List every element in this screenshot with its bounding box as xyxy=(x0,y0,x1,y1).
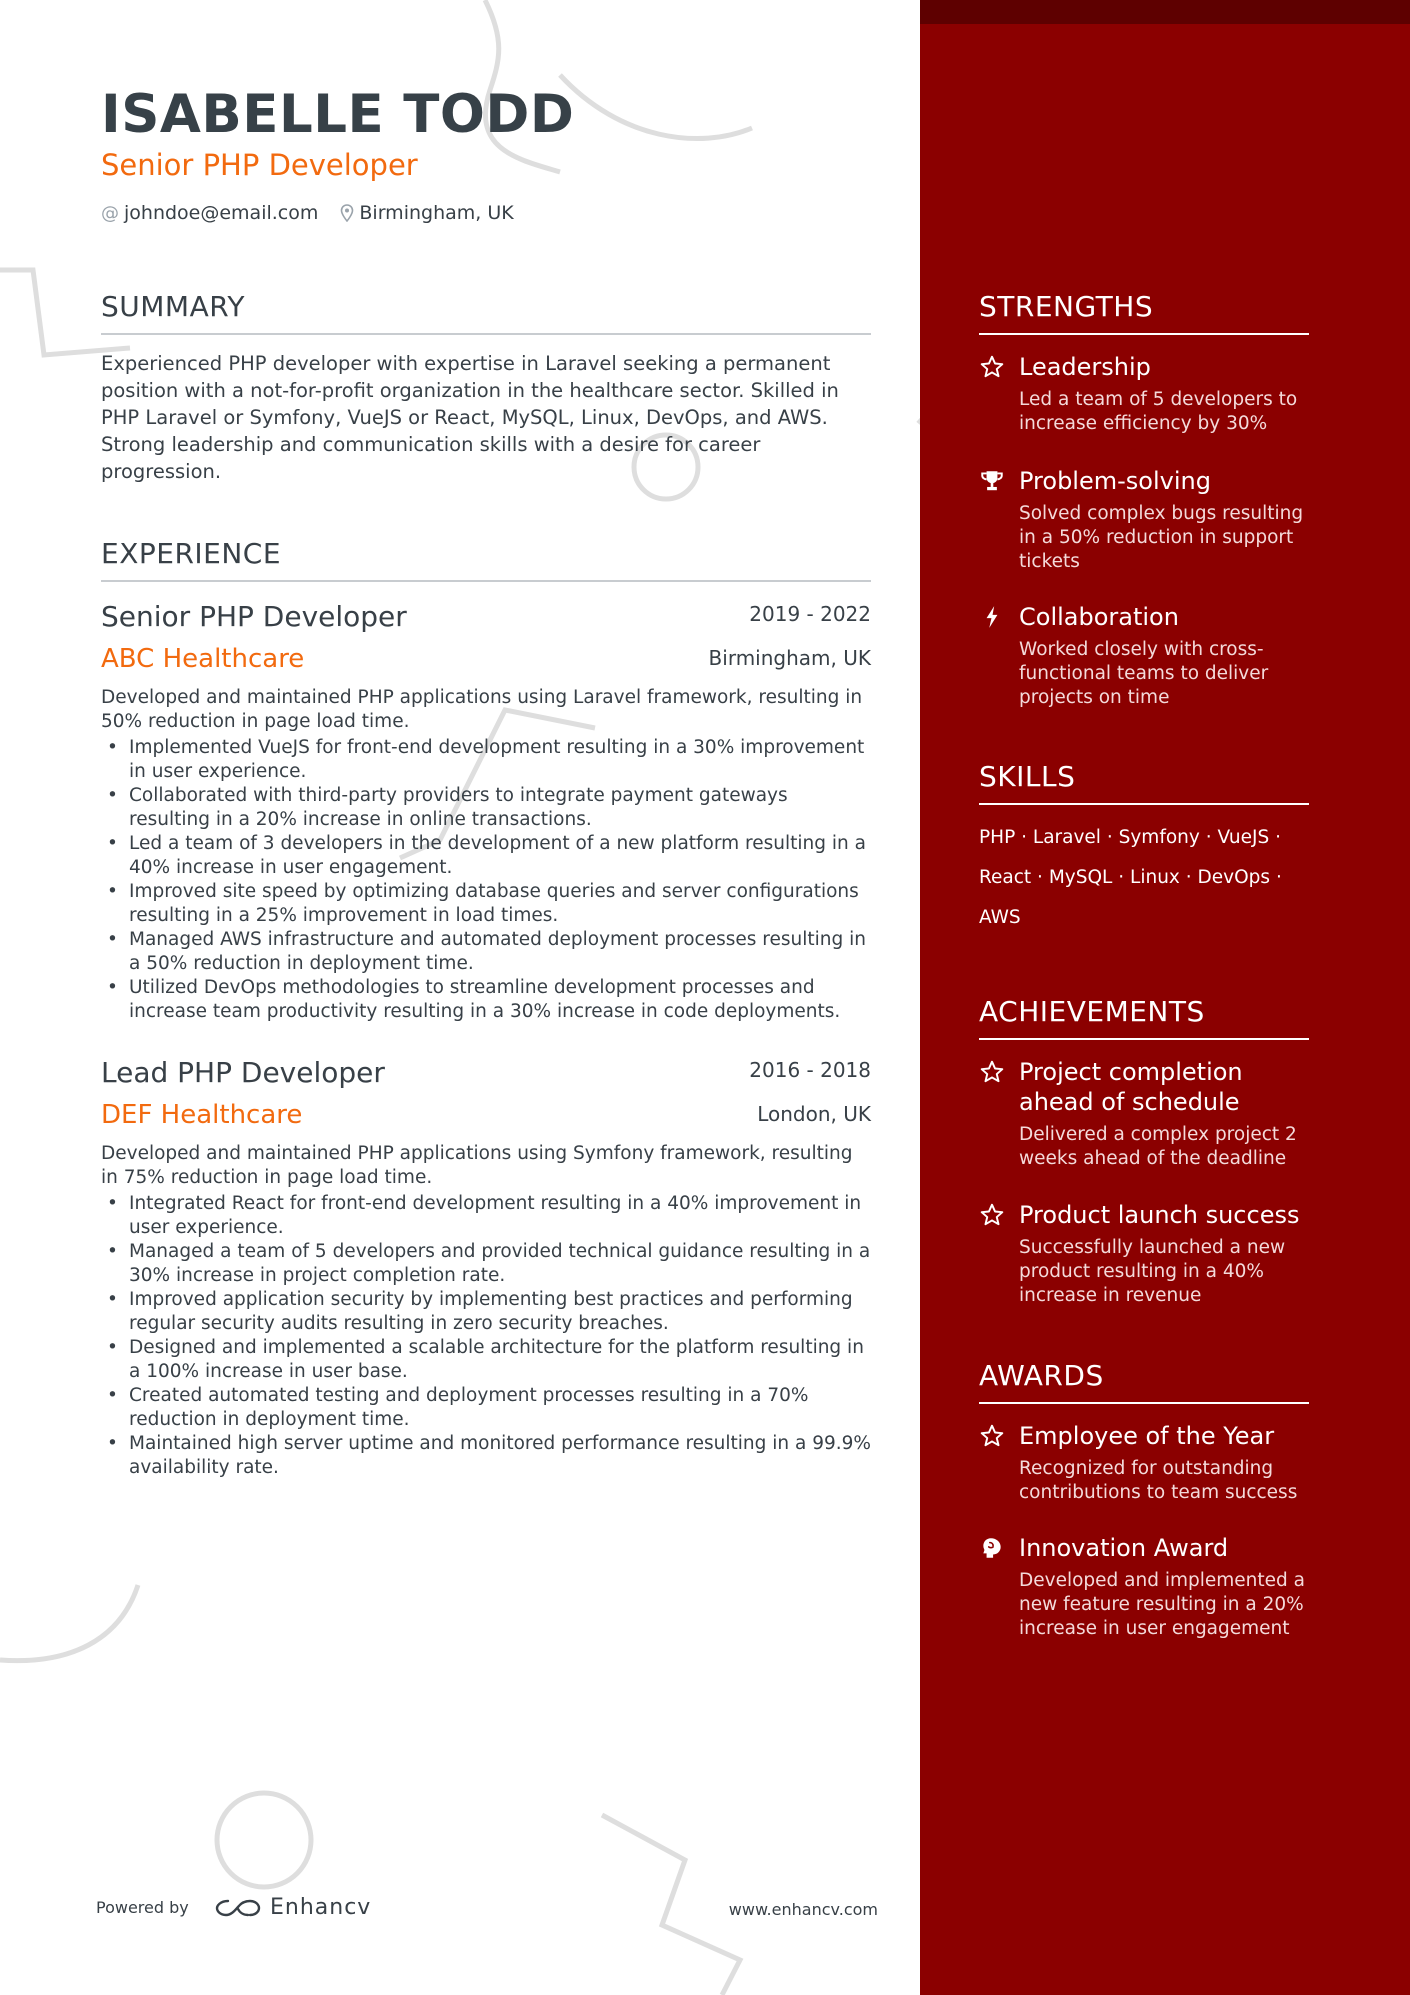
star-icon xyxy=(979,1202,1005,1228)
sidebar xyxy=(920,0,1410,1995)
job-company: ABC Healthcare xyxy=(101,644,305,674)
skill-tag: MySQL xyxy=(1048,867,1113,888)
job-achievements-list xyxy=(101,736,871,1024)
candidate-name: ISABELLE TODD xyxy=(101,84,575,145)
job-description: Developed and maintained PHP applications using Laravel framework, resulting in 50% reduction in page load time. xyxy=(101,687,863,732)
star-icon xyxy=(979,354,1005,380)
enhancv-wordmark: Enhancv xyxy=(270,1895,372,1920)
achievement-item xyxy=(979,1200,1319,1308)
achievement-title: Product launch success xyxy=(1019,1201,1300,1229)
list-item: • Integrated React for front-end development resulting in a 40% improvement in user experience. xyxy=(101,1192,871,1240)
summary-heading: SUMMARY xyxy=(101,290,871,335)
email-text: johndoe@email.com xyxy=(124,202,319,224)
job-description: Developed and maintained PHP applications using Symfony framework, resulting in 75% reduction in page load time. xyxy=(101,1143,853,1188)
list-item: • Designed and implemented a scalable architecture for the platform resulting in a 100% increase in user base. xyxy=(101,1336,871,1384)
skill-tag: DevOps xyxy=(1197,867,1271,888)
list-item: • Collaborated with third-party providers to integrate payment gateways resulting in a 20% increase in online transactions. xyxy=(101,784,871,832)
trophy-icon xyxy=(979,468,1005,494)
list-item: • Utilized DevOps methodologies to streamline development processes and increase team productivity resulting in a 30% increase in code deployments. xyxy=(101,976,871,1024)
strength-description: Worked closely with cross-functional teams to deliver projects on time xyxy=(1019,639,1269,708)
enhancv-logo-icon xyxy=(214,1897,262,1919)
achievements-heading: ACHIEVEMENTS xyxy=(979,995,1309,1040)
achievement-title: Project completion ahead of schedule xyxy=(1019,1058,1243,1116)
list-item: • Managed AWS infrastructure and automated deployment processes resulting in a 50% reduction in deployment time. xyxy=(101,928,871,976)
job-entry xyxy=(101,600,871,1024)
strength-title: Leadership xyxy=(1019,353,1151,381)
star-icon xyxy=(979,1423,1005,1449)
at-icon: @ xyxy=(101,202,119,224)
candidate-role: Senior PHP Developer xyxy=(101,148,418,182)
location-text: Birmingham, UK xyxy=(359,202,514,224)
brain-icon xyxy=(979,1535,1005,1561)
skill-tag: Laravel xyxy=(1032,827,1101,848)
job-location: Birmingham, UK xyxy=(708,646,871,670)
job-location: London, UK xyxy=(757,1102,871,1126)
location-contact xyxy=(340,202,513,224)
achievement-description: Delivered a complex project 2 weeks ahead of the deadline xyxy=(1019,1124,1297,1169)
bolt-icon xyxy=(979,604,1005,630)
list-item: • Improved site speed by optimizing database queries and server configurations resulting in a 25% improvement in load times. xyxy=(101,880,871,928)
award-title: Innovation Award xyxy=(1019,1534,1229,1562)
job-title: Lead PHP Developer xyxy=(101,1056,385,1089)
job-title: Senior PHP Developer xyxy=(101,600,407,633)
list-item: • Led a team of 3 developers in the development of a new platform resulting in a 40% increase in user engagement. xyxy=(101,832,871,880)
skills-list: PHP · Laravel · Symfony · VueJS · React · MySQL · Linux · DevOps · AWS xyxy=(979,827,1282,928)
powered-by-label: Powered by xyxy=(96,1898,189,1917)
list-item: • Improved application security by implementing best practices and performing regular security audits resulting in zero security breaches. xyxy=(101,1288,871,1336)
list-item: • Maintained high server uptime and monitored performance resulting in a 99.9% availability rate. xyxy=(101,1432,871,1480)
strength-description: Solved complex bugs resulting in a 50% reduction in support tickets xyxy=(1019,503,1304,572)
job-achievements-list xyxy=(101,1192,871,1480)
list-item: • Implemented VueJS for front-end development resulting in a 30% improvement in user experience. xyxy=(101,736,871,784)
skill-tag: Linux xyxy=(1130,867,1180,888)
award-title: Employee of the Year xyxy=(1019,1422,1275,1450)
job-company: DEF Healthcare xyxy=(101,1100,303,1130)
strengths-heading: STRENGTHS xyxy=(979,290,1309,335)
skill-tag: PHP xyxy=(979,827,1016,848)
strength-item xyxy=(979,352,1319,436)
strength-title: Collaboration xyxy=(1019,603,1179,631)
skill-tag: React xyxy=(979,867,1032,888)
award-item xyxy=(979,1533,1319,1641)
job-entry xyxy=(101,1056,871,1480)
awards-heading: AWARDS xyxy=(979,1359,1309,1404)
skills-heading: SKILLS xyxy=(979,760,1309,805)
strength-title: Problem-solving xyxy=(1019,467,1211,495)
experience-heading: EXPERIENCE xyxy=(101,537,871,582)
enhancv-url-link[interactable]: www.enhancv.com xyxy=(728,1900,878,1919)
award-description: Recognized for outstanding contributions to team success xyxy=(1019,1458,1298,1503)
job-dates: 2019 - 2022 xyxy=(749,602,871,626)
star-icon xyxy=(979,1059,1005,1085)
summary-text: Experienced PHP developer with expertise in Laravel seeking a permanent position with a not-for-profit organization in the healthcare sector. Skilled in PHP Laravel or Symfony, VueJS or React, MySQL, Linux, DevOps, and AWS. Strong leadership and communication skills with a desire for career progression. xyxy=(101,352,839,483)
job-dates: 2016 - 2018 xyxy=(749,1058,871,1082)
strength-item xyxy=(979,602,1319,710)
contact-info xyxy=(101,202,536,224)
award-description: Developed and implemented a new feature resulting in a 20% increase in user engagement xyxy=(1019,1570,1306,1639)
skill-tag: VueJS xyxy=(1217,827,1270,848)
award-item xyxy=(979,1421,1319,1505)
strength-item xyxy=(979,466,1319,574)
achievement-description: Successfully launched a new product resulting in a 40% increase in revenue xyxy=(1019,1237,1286,1306)
location-pin-icon xyxy=(340,204,354,222)
sidebar-top-band xyxy=(920,0,1410,24)
list-item: • Created automated testing and deployment processes resulting in a 70% reduction in deployment time. xyxy=(101,1384,871,1432)
email-contact[interactable] xyxy=(101,202,318,224)
achievement-item xyxy=(979,1057,1319,1171)
list-item: • Managed a team of 5 developers and provided technical guidance resulting in a 30% increase in project completion rate. xyxy=(101,1240,871,1288)
enhancv-logo[interactable] xyxy=(214,1895,371,1920)
strength-description: Led a team of 5 developers to increase efficiency by 30% xyxy=(1019,389,1298,434)
skill-tag: Symfony xyxy=(1118,827,1200,848)
skill-tag: AWS xyxy=(979,907,1021,928)
